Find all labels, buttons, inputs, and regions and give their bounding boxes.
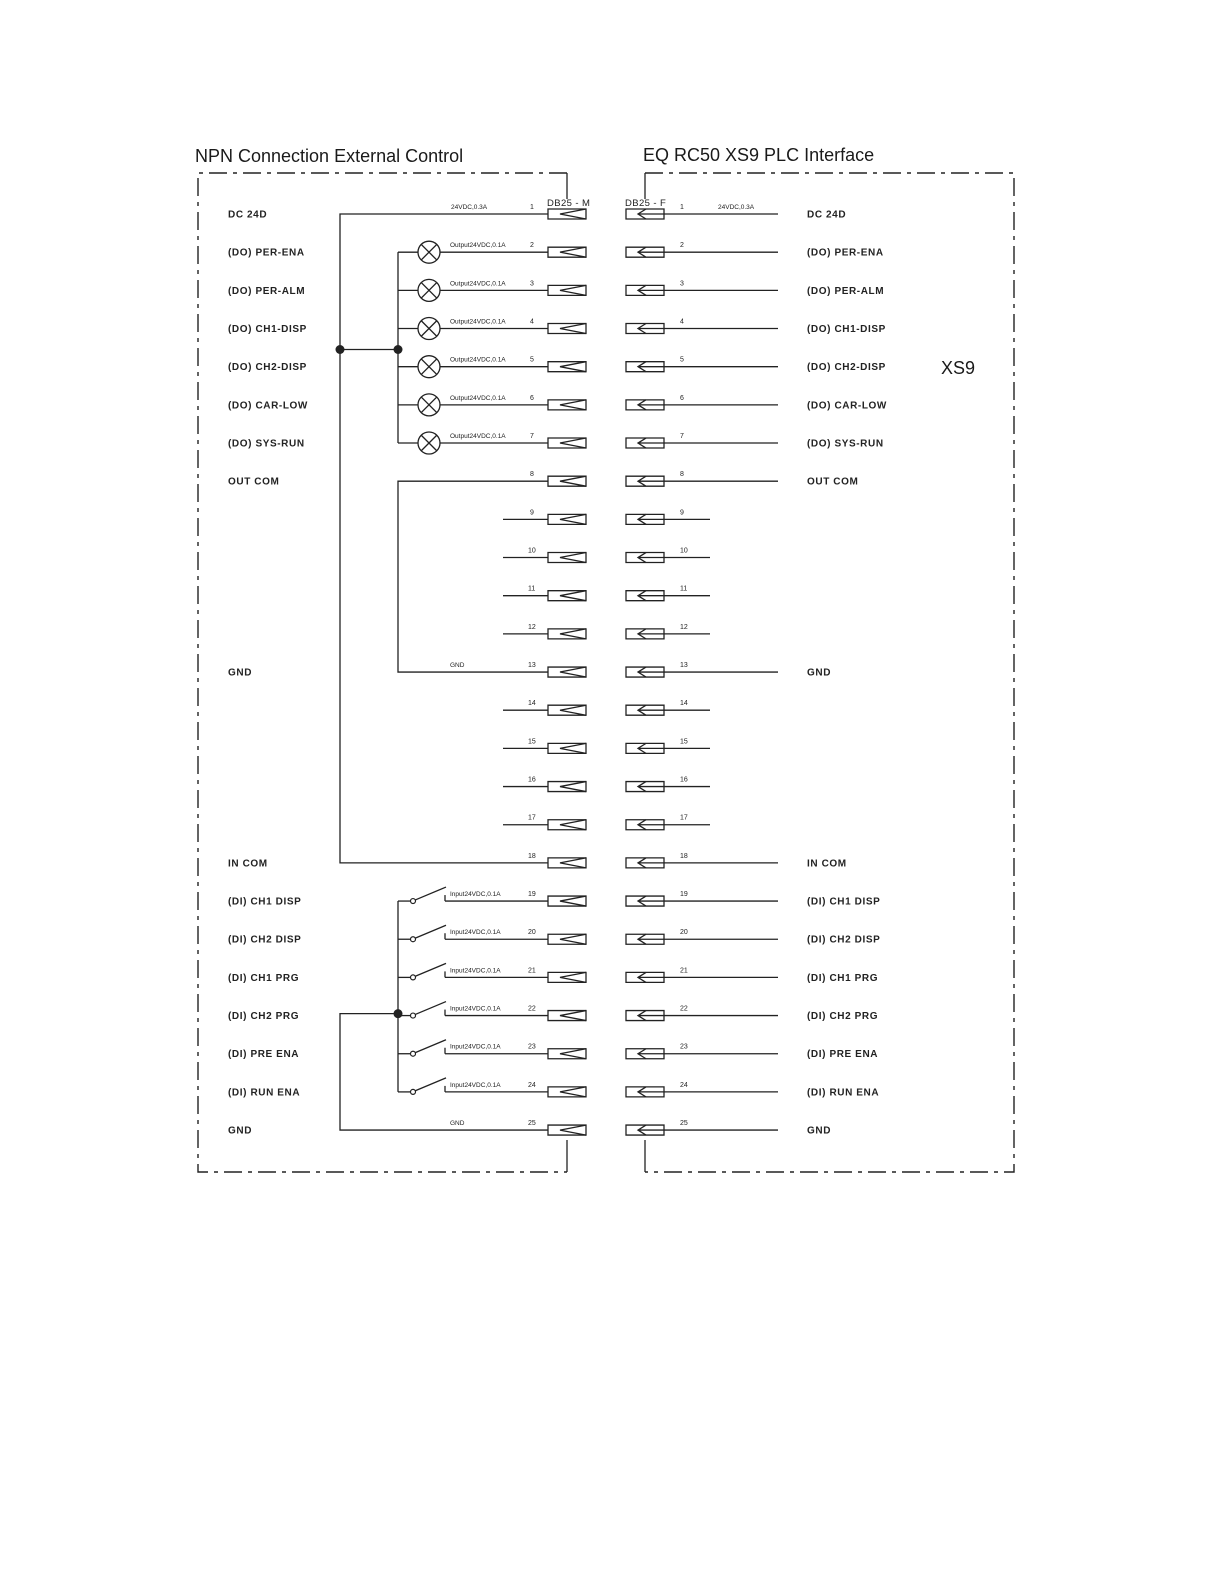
junction-dot — [336, 345, 345, 354]
pin-rows — [228, 204, 887, 1137]
left-pin-number: 1 — [530, 204, 534, 211]
right-signal-label: (DO) PER-ENA — [807, 247, 884, 259]
connector-pin-female-arrow — [638, 782, 664, 792]
input-note: Input24VDC,0.1A — [450, 1081, 501, 1089]
lamp-cross — [421, 321, 437, 337]
output-note: Output24VDC,0.1A — [450, 433, 506, 441]
pin-row — [228, 1082, 879, 1099]
pin-row — [228, 242, 884, 258]
switch-contact — [411, 937, 416, 942]
left-signal-label: (DI) RUN ENA — [228, 1087, 301, 1099]
left-signal-label: (DO) PER-ALM — [228, 285, 306, 297]
pin-row — [228, 1006, 878, 1023]
connector-pin-female-arrow — [638, 629, 664, 639]
left-connector-label: DB25 - M — [547, 198, 591, 209]
connector-pin-male-arrow — [560, 553, 586, 563]
connector-pin-male-arrow — [560, 285, 586, 295]
left-signal-label: (DI) CH2 PRG — [228, 1011, 300, 1023]
right-pin-number: 22 — [680, 1005, 688, 1013]
pin-row — [228, 357, 886, 374]
outcom-gnd-wire — [398, 481, 548, 672]
switch-contact — [411, 1013, 416, 1018]
right-pin-number: 11 — [680, 585, 688, 593]
connector-pin-male-arrow — [560, 858, 586, 868]
right-pin-number: 17 — [680, 814, 688, 822]
right-connector-label: DB25 - F — [625, 198, 667, 209]
connector-pin-male-arrow — [560, 1049, 586, 1059]
left-signal-label: (DI) PRE ENA — [228, 1049, 300, 1061]
right-signal-label: (DO) CH1-DISP — [807, 324, 886, 336]
right-signal-label: (DI) CH1 PRG — [807, 972, 879, 984]
right-pin-number: 5 — [680, 356, 684, 364]
lamp-cross — [421, 359, 437, 375]
right-pin-number: 12 — [680, 623, 688, 631]
output-note: Output24VDC,0.1A — [450, 356, 506, 364]
right-signal-label: (DI) CH2 DISP — [807, 934, 881, 946]
left-signal-label: GND — [228, 667, 253, 679]
pin-row — [228, 662, 831, 679]
right-signal-label: DC 24D — [807, 209, 847, 221]
right-title: EQ RC50 XS9 PLC Interface — [643, 145, 875, 165]
right-signal-label: (DO) SYS-RUN — [807, 438, 884, 450]
pin-row — [228, 853, 847, 870]
right-pin-number: 2 — [680, 242, 684, 250]
input-note: Input24VDC,0.1A — [450, 891, 501, 899]
right-pin-number: 16 — [680, 776, 688, 784]
power-note-right: 24VDC,0.3A — [718, 204, 755, 211]
switch-blade — [415, 1078, 446, 1091]
left-pin-number: 25 — [528, 1120, 536, 1128]
connector-pin-male-arrow — [560, 362, 586, 372]
right-signal-label: (DO) CH2-DISP — [807, 362, 886, 374]
right-signal-label: (DI) CH2 PRG — [807, 1011, 879, 1023]
left-pin-number: 21 — [528, 967, 536, 975]
right-signal-label: (DI) PRE ENA — [807, 1049, 879, 1061]
left-pin-number: 5 — [530, 356, 534, 364]
connector-pin-male-arrow — [560, 591, 586, 601]
pin-row — [228, 280, 884, 297]
left-pin-number: 14 — [528, 700, 536, 708]
pin-row — [228, 891, 880, 908]
right-signal-label: (DO) CAR-LOW — [807, 400, 887, 412]
left-signal-label: (DI) CH1 PRG — [228, 972, 300, 984]
input-note: Input24VDC,0.1A — [450, 1005, 501, 1013]
right-pin-number: 8 — [680, 471, 684, 479]
left-signal-label: (DI) CH2 DISP — [228, 934, 302, 946]
input-gnd-wire — [340, 1014, 548, 1130]
left-pin-number: 23 — [528, 1043, 536, 1051]
pin-row — [228, 1044, 878, 1061]
left-pin-number: 4 — [530, 318, 534, 326]
left-signal-label: GND — [228, 1125, 253, 1137]
pin-row — [228, 929, 880, 946]
left-signal-label: OUT COM — [228, 476, 280, 488]
switch-contact — [411, 975, 416, 980]
connector-pin-female-arrow — [638, 476, 664, 486]
connector-pin-male-arrow — [560, 400, 586, 410]
pin-row — [503, 738, 710, 753]
connector-pin-female-arrow — [638, 400, 664, 410]
right-pin-number: 14 — [680, 700, 688, 708]
switch-blade — [415, 1040, 446, 1053]
connector-pin-male-arrow — [560, 1125, 586, 1135]
right-pin-number: 3 — [680, 280, 684, 288]
switch-blade — [415, 1002, 446, 1015]
left-pin-number: 20 — [528, 929, 536, 937]
connector-pin-female-arrow — [638, 820, 664, 830]
connector-pin-male-arrow — [560, 667, 586, 677]
switch-contact — [411, 1051, 416, 1056]
dc-24d-bus — [340, 214, 548, 863]
left-signal-label: DC 24D — [228, 209, 268, 221]
left-signal-label: (DO) PER-ENA — [228, 247, 305, 259]
connector-pin-male-arrow — [560, 820, 586, 830]
right-pin-number: 19 — [680, 891, 688, 899]
right-pin-number: 9 — [680, 509, 684, 517]
left-signal-label: (DO) CH2-DISP — [228, 362, 307, 374]
connector-pin-male-arrow — [560, 934, 586, 944]
right-pin-number: 13 — [680, 662, 688, 670]
output-note: Output24VDC,0.1A — [450, 394, 506, 402]
output-note: Output24VDC,0.1A — [450, 318, 506, 326]
left-title: NPN Connection External Control — [195, 146, 464, 166]
connector-pin-female-arrow — [638, 591, 664, 601]
left-pin-number: 9 — [530, 509, 534, 517]
right-signal-label: (DO) PER-ALM — [807, 285, 885, 297]
connector-pin-female-arrow — [638, 705, 664, 715]
interface-label: XS9 — [941, 358, 976, 378]
pin-row — [228, 471, 858, 488]
left-signal-label: (DO) SYS-RUN — [228, 438, 305, 450]
pin-row — [503, 815, 710, 830]
input-note: Input24VDC,0.1A — [450, 1043, 501, 1051]
connector-pin-female-arrow — [638, 972, 664, 982]
right-pin-number: 21 — [680, 967, 688, 975]
right-signal-label: IN COM — [807, 858, 847, 870]
left-pin-number: 17 — [528, 814, 536, 822]
connector-pin-female-arrow — [638, 1087, 664, 1097]
pin-row — [503, 548, 710, 563]
right-pin-number: 18 — [680, 852, 688, 860]
left-pin-number: 7 — [530, 433, 534, 441]
right-signal-label: GND — [807, 667, 832, 679]
right-pin-number: 25 — [680, 1120, 688, 1128]
pin-row — [228, 433, 884, 450]
connector-pin-male-arrow — [560, 629, 586, 639]
connector-pin-female-arrow — [638, 209, 664, 219]
switch-blade — [415, 925, 446, 938]
right-pin-number: 7 — [680, 433, 684, 441]
wire-layer — [336, 204, 755, 1130]
connector-pin-male-arrow — [560, 972, 586, 982]
connector-pin-female-arrow — [638, 514, 664, 524]
pin-row — [228, 967, 878, 984]
connector-pin-female-arrow — [638, 247, 664, 257]
switch-contact — [411, 1089, 416, 1094]
left-pin-number: 19 — [528, 891, 536, 899]
lamp-cross — [421, 397, 437, 413]
connector-pin-male-arrow — [560, 209, 586, 219]
left-pin-number: 2 — [530, 242, 534, 250]
connector-pin-female-arrow — [638, 285, 664, 295]
gnd-note: GND — [450, 662, 465, 670]
left-pin-number: 12 — [528, 623, 536, 631]
right-pin-number: 23 — [680, 1043, 688, 1051]
right-pin-number: 24 — [680, 1081, 688, 1089]
connector-pin-male-arrow — [560, 782, 586, 792]
connector-pin-female-arrow — [638, 324, 664, 334]
left-pin-number: 16 — [528, 776, 536, 784]
right-signal-label: OUT COM — [807, 476, 859, 488]
connector-pin-male-arrow — [560, 705, 586, 715]
pin-row — [228, 319, 886, 336]
connector-pin-female-arrow — [638, 1125, 664, 1135]
switch-blade — [415, 887, 446, 900]
connector-pin-male-arrow — [560, 1087, 586, 1097]
left-pin-number: 6 — [530, 394, 534, 402]
right-pin-number: 6 — [680, 394, 684, 402]
connector-pin-female-arrow — [638, 362, 664, 372]
connector-pin-female-arrow — [638, 553, 664, 563]
pin-row — [228, 395, 887, 412]
right-signal-label: (DI) CH1 DISP — [807, 896, 881, 908]
right-signal-label: GND — [807, 1125, 832, 1137]
pin-row — [503, 700, 710, 715]
left-pin-number: 18 — [528, 852, 536, 860]
switch-contact — [411, 899, 416, 904]
right-pin-number: 20 — [680, 929, 688, 937]
connector-pin-male-arrow — [560, 896, 586, 906]
connector-pin-female-arrow — [638, 896, 664, 906]
left-signal-label: (DO) CAR-LOW — [228, 400, 308, 412]
connector-pin-female-arrow — [638, 1011, 664, 1021]
left-signal-label: (DO) CH1-DISP — [228, 324, 307, 336]
connector-pin-male-arrow — [560, 743, 586, 753]
pin-row — [503, 586, 710, 601]
connector-pin-female-arrow — [638, 743, 664, 753]
lamp-cross — [421, 435, 437, 451]
pin-row — [503, 624, 710, 639]
pin-row — [503, 777, 710, 792]
output-note: Output24VDC,0.1A — [450, 242, 506, 250]
connector-pin-male-arrow — [560, 247, 586, 257]
connector-pin-male-arrow — [560, 324, 586, 334]
right-pin-number: 10 — [680, 547, 688, 555]
connector-pin-female-arrow — [638, 438, 664, 448]
connector-pin-female-arrow — [638, 934, 664, 944]
lamp-cross — [421, 282, 437, 298]
connector-pin-male-arrow — [560, 514, 586, 524]
left-pin-number: 24 — [528, 1081, 536, 1089]
left-pin-number: 11 — [528, 585, 536, 593]
left-signal-label: IN COM — [228, 858, 268, 870]
junction-dot — [394, 1009, 403, 1018]
connector-pin-male-arrow — [560, 438, 586, 448]
left-pin-number: 13 — [528, 662, 536, 670]
connector-pin-male-arrow — [560, 476, 586, 486]
lamp-cross — [421, 244, 437, 260]
left-pin-number: 15 — [528, 738, 536, 746]
output-note: Output24VDC,0.1A — [450, 280, 506, 288]
gnd-note: GND — [450, 1120, 465, 1128]
connector-pin-female-arrow — [638, 858, 664, 868]
left-pin-number: 3 — [530, 280, 534, 288]
connector-pin-female-arrow — [638, 1049, 664, 1059]
connector-pin-female-arrow — [638, 667, 664, 677]
left-pin-number: 8 — [530, 471, 534, 479]
right-pin-number: 1 — [680, 204, 684, 211]
pin-row — [503, 509, 710, 524]
left-pin-number: 22 — [528, 1005, 536, 1013]
input-note: Input24VDC,0.1A — [450, 967, 501, 975]
switch-blade — [415, 963, 446, 976]
left-signal-label: (DI) CH1 DISP — [228, 896, 302, 908]
input-note: Input24VDC,0.1A — [450, 929, 501, 937]
left-pin-number: 10 — [528, 547, 536, 555]
right-pin-number: 4 — [680, 318, 684, 326]
power-note-left: 24VDC,0.3A — [451, 204, 488, 211]
connector-pin-male-arrow — [560, 1011, 586, 1021]
pin-row — [228, 1120, 831, 1137]
right-signal-label: (DI) RUN ENA — [807, 1087, 880, 1099]
right-pin-number: 15 — [680, 738, 688, 746]
